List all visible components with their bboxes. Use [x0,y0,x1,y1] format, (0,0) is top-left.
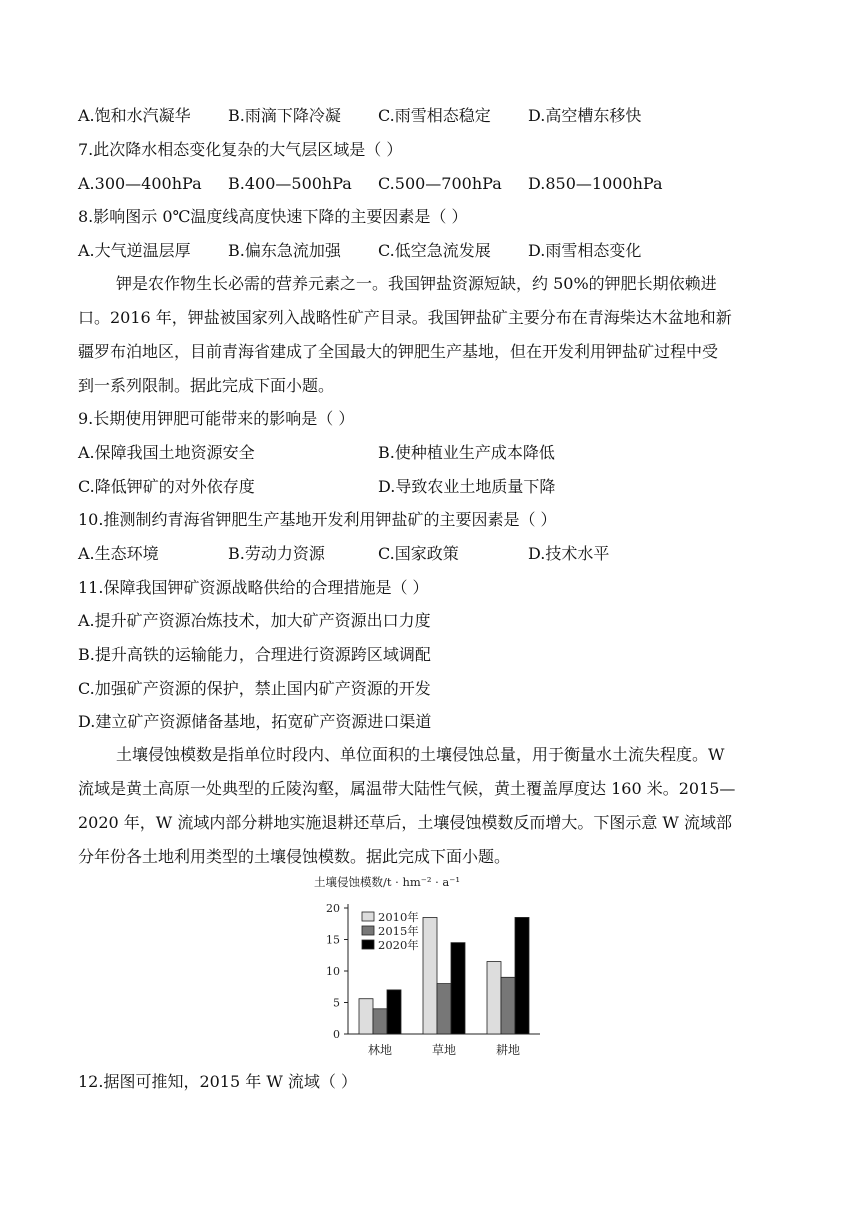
chart-y-tick-label: 0 [333,1028,340,1041]
chart-x-tick-label: 草地 [431,1043,457,1057]
chart-bar [451,943,465,1034]
chart-bar [437,984,451,1034]
chart-legend-swatch [362,926,374,935]
passage-potash-line: 到一系列限制。据此完成下面小题。 [78,376,335,395]
passage-potash-line: 口。2016 年，钾盐被国家列入战略性矿产目录。我国钾盐矿主要分布在青海柴达木盆地和新 [78,308,732,327]
q9-stem: 9.长期使用钾肥可能带来的影响是（ ） [78,409,355,428]
q7-option-c: C.500—700hPa [378,174,502,193]
q7-option-d: D.850—1000hPa [528,174,663,193]
q11-option-c: C.加强矿产资源的保护，禁止国内矿产资源的开发 [78,679,431,698]
q8-option-c: C.低空急流发展 [378,241,491,260]
chart-y-axis-label: 土壤侵蚀模数/t · hm⁻² · a⁻¹ [314,875,460,889]
chart-y-tick-label: 10 [326,965,340,978]
q6-option-c: C.雨雪相态稳定 [378,106,491,125]
chart-legend-label: 2015年 [378,924,419,938]
chart-bar [373,1009,387,1034]
q6-option-d: D.高空槽东移快 [528,106,642,125]
passage-potash-line: 疆罗布泊地区，目前青海省建成了全国最大的钾肥生产基地，但在开发利用钾盐矿过程中受 [78,342,719,361]
passage-soil-line: 分年份各土地利用类型的土壤侵蚀模数。据此完成下面小题。 [78,847,511,866]
q8-option-a: A.大气逆温层厚 [78,241,191,260]
chart-bar [501,977,515,1034]
q8-option-b: B.偏东急流加强 [228,241,341,260]
q7-stem: 7.此次降水相态变化复杂的大气层区域是（ ） [78,140,403,159]
q12-stem: 12.据图可推知，2015 年 W 流域（ ） [78,1072,357,1091]
passage-soil-line: 土壤侵蚀模数是指单位时段内、单位面积的土壤侵蚀总量，用于衡量水土流失程度。W [116,745,725,764]
passage-potash-line: 钾是农作物生长必需的营养元素之一。我国钾盐资源短缺，约 50%的钾肥长期依赖进 [116,274,717,293]
q8-stem: 8.影响图示 0℃温度线高度快速下降的主要因素是（ ） [78,207,468,226]
chart-legend-swatch [362,912,374,921]
q10-option-a: A.生态环境 [78,544,159,563]
chart-bar [423,917,437,1034]
chart-bar [515,917,529,1034]
passage-soil-line: 2020 年，W 流域内部分耕地实施退耕还草后，土壤侵蚀模数反而增大。下图示意 W 流域部 [78,813,732,832]
q6-option-b: B.雨滴下降冷凝 [228,106,341,125]
q11-option-b: B.提升高铁的运输能力，合理进行资源跨区域调配 [78,645,431,664]
chart-bar [487,962,501,1034]
chart-x-tick-label: 耕地 [495,1043,521,1057]
chart-y-tick-label: 20 [326,902,340,915]
q10-option-b: B.劳动力资源 [228,544,325,563]
chart-legend-label: 2010年 [378,910,419,924]
chart-legend-label: 2020年 [378,938,419,952]
chart-y-tick-label: 5 [333,996,340,1010]
chart-legend-swatch [362,940,374,949]
q11-option-d: D.建立矿产资源储备基地，拓宽矿产资源进口渠道 [78,712,432,731]
q6-option-a: A.饱和水汽凝华 [78,106,191,125]
passage-soil-line: 流域是黄土高原一处典型的丘陵沟壑，属温带大陆性气候，黄土覆盖厚度达 160 米。2015— [78,779,736,798]
q10-option-c: C.国家政策 [378,544,459,563]
soil-erosion-bar-chart [300,872,560,1062]
q9-option-c: C.降低钾矿的对外依存度 [78,477,255,496]
q10-option-d: D.技术水平 [528,544,610,563]
q10-stem: 10.推测制约青海省钾肥生产基地开发利用钾盐矿的主要因素是（ ） [78,510,557,529]
q7-option-b: B.400—500hPa [228,174,352,193]
chart-bar [387,990,401,1034]
chart-bar [359,999,373,1034]
q9-option-d: D.导致农业土地质量下降 [378,477,556,496]
passage-soil-erosion [78,738,782,874]
chart-y-tick-label: 15 [326,933,340,947]
chart-x-tick-label: 林地 [367,1043,393,1057]
q9-option-a: A.保障我国土地资源安全 [78,443,255,462]
passage-potash [78,267,782,403]
q7-option-a: A.300—400hPa [78,174,202,193]
q9-option-b: B.使种植业生产成本降低 [378,443,555,462]
q11-option-a: A.提升矿产资源冶炼技术，加大矿产资源出口力度 [78,611,431,630]
q11-stem: 11.保障我国钾矿资源战略供给的合理措施是（ ） [78,578,429,597]
q8-option-d: D.雨雪相态变化 [528,241,642,260]
